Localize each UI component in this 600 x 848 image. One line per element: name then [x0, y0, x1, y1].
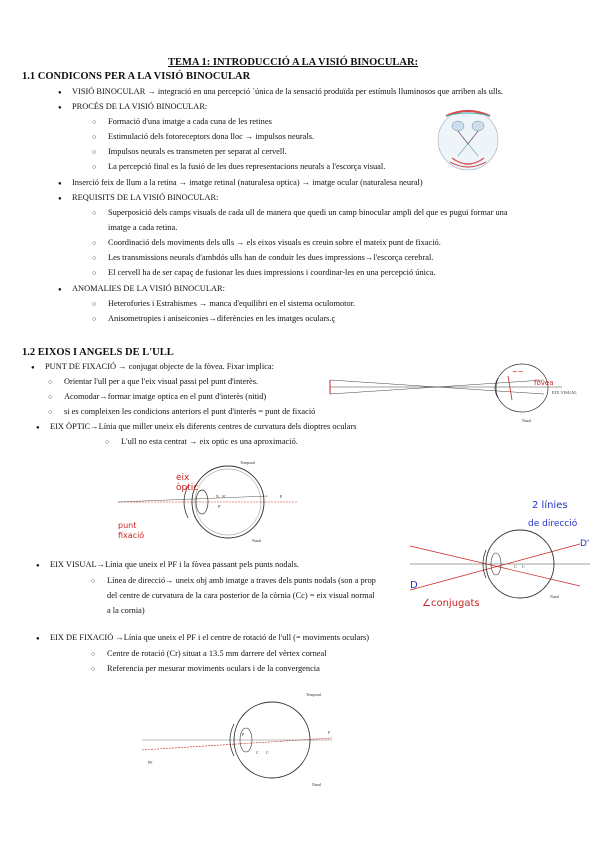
- handwritten-fixation-point: punt: [118, 521, 137, 530]
- svg-text:Temporal: Temporal: [240, 460, 256, 465]
- svg-text:P': P': [218, 504, 221, 509]
- svg-text:N: N: [216, 494, 219, 499]
- svg-text:C: C: [522, 564, 525, 569]
- list-item: ○ Formació d'una imatge a cada cuna de les retines: [108, 117, 272, 127]
- list-item: ○ Referencia per mesurar moviments oculars i de la convergencia: [107, 664, 320, 674]
- visual-axis-eye-diagram: [410, 494, 600, 612]
- list-item: ○ Heterofories i Estrabismes → manca d'equilibri en el sistema oculomotor.: [108, 299, 355, 309]
- list-item: ● EIX DE FIXACIÓ →Línia que uneix el PF i el centre de rotació de l'ull (= moviments oculars): [50, 633, 369, 643]
- svg-text:Nasal: Nasal: [550, 594, 560, 599]
- optic-axis-eye-diagram: [118, 458, 298, 548]
- list-item: ● PUNT DE FIXACIÓ → conjugat objecte de la fòvea. Fixar implica:: [45, 362, 274, 372]
- list-item: ○ Coordinació dels moviments dels ulls → els eixos visuals es creuin sobre el mateix punt de fixació.: [108, 238, 441, 248]
- svg-text:~~: ~~: [512, 368, 524, 376]
- list-item: ● REQUISITS DE LA VISIÓ BINOCULAR:: [72, 193, 218, 203]
- list-item: ○ si es compleixen les condicions anteriors el punt d'interès = punt de fixació: [64, 407, 315, 417]
- list-item: ○ El cervell ha de ser capaç de fusionar les dues impressions i coordinar-les en una percepció única.: [108, 268, 436, 278]
- list-item: ○ Centre de rotació (Cr) situat a 13.5 mm darrere del vèrtex corneal: [107, 649, 327, 659]
- list-item: ● VISIÓ BINOCULAR → integració en una percepció ´única de la sensació produïda per estímuls lluminosos que arriben als ulls.: [72, 87, 503, 97]
- svg-text:fixació: fixació: [118, 531, 145, 540]
- list-item: ○ Orientar l'ull per a que l'eix visual passi pel punt d'interès.: [64, 377, 258, 387]
- handwritten-foveal-note: fòvea: [534, 379, 554, 387]
- fixation-nasal-label: Nasal: [522, 418, 532, 423]
- list-item: ○ Les transmissions neurals d'ambdós ulls han de conduir les dues impressions→l'escorça cerebral.: [108, 253, 433, 263]
- svg-text:C: C: [266, 750, 269, 755]
- list-item: ○ Impulsos neurals es transmeten per separat al cervell.: [108, 147, 287, 157]
- svg-text:N': N': [222, 494, 226, 499]
- fixation-axis-eye-diagram: [142, 688, 342, 787]
- section-heading-1-1: 1.1 CONDICONS PER A LA VISIÓ BINOCULAR: [22, 71, 251, 82]
- svg-text:Nasal: Nasal: [312, 782, 322, 787]
- list-item-continuation: del centre de curvatura de la cara posterior de la còrnia (Cc) = eix visual normal: [107, 591, 375, 600]
- svg-text:∠conjugats: ∠conjugats: [422, 598, 480, 609]
- svg-text:P: P: [280, 494, 283, 499]
- svg-text:PF: PF: [148, 760, 153, 765]
- list-item: ● PROCÉS DE LA VISIÓ BINOCULAR:: [72, 102, 207, 112]
- svg-text:C: C: [514, 564, 517, 569]
- page-title: TEMA 1: INTRODUCCIÓ A LA VISIÓ BINOCULAR:: [168, 57, 419, 68]
- svg-text:Nasal: Nasal: [252, 538, 262, 543]
- svg-text:P: P: [242, 732, 245, 737]
- svg-text:òptic: òptic: [176, 483, 199, 493]
- svg-text:D: D: [410, 580, 418, 591]
- list-item: ○ L'ull no esta centrat → eix optic es una aproximació.: [121, 437, 298, 447]
- list-item: ○ Superposició dels camps visuals de cada ull de manera que quedi un camp binocular ampli del que es pugui formar una: [108, 208, 508, 218]
- section-heading-1-2: 1.2 EIXOS I ANGELS DE L'ULL: [22, 347, 174, 358]
- svg-text:Temporal: Temporal: [306, 692, 322, 697]
- list-item-continuation: a la cornia): [107, 606, 145, 615]
- list-item: ○ Anisometropies i aniseiconies→diferències en les imatges oculars.ç: [108, 314, 335, 324]
- svg-text:C: C: [256, 750, 259, 755]
- list-item: ● EIX ÒPTIC→Línia que miller uneix els diferents centres de curvatura dels dioptres oculars: [50, 422, 357, 432]
- svg-text:D': D': [580, 539, 590, 549]
- list-item: ● ANOMALIES DE LA VISIÓ BINOCULAR:: [72, 284, 225, 294]
- list-item: ● EIX VISUAL→Línia que uneix el PF i la fòvea passant pels punts nodals.: [50, 560, 299, 570]
- fixation-label: EIX VISUAL: [552, 390, 578, 395]
- visual-pathway-diagram: [432, 106, 502, 172]
- list-item: ○ Estimulació dels fotoreceptors dona lloc → impulsos neurals.: [108, 132, 314, 142]
- svg-text:eix: eix: [176, 473, 190, 483]
- svg-text:2 línies: 2 línies: [532, 500, 568, 511]
- list-item: ○ Acomodar→formar imatge optica en el punt d'interès (nitid): [64, 392, 266, 402]
- fixation-point-diagram: [322, 364, 582, 426]
- list-item-continuation: imatge a cada retina.: [108, 223, 178, 232]
- svg-text:de direcció: de direcció: [528, 519, 578, 529]
- list-item: ○ La percepció final es la fusió de les dues representacions neurals a l'escorça visual.: [108, 162, 385, 172]
- svg-text:F: F: [328, 730, 331, 735]
- list-item: ● Inserció feix de llum a la retina → imatge retinal (naturalesa optica) → imatge ocular (naturalesa neural): [72, 178, 423, 188]
- list-item: ○ Línea de direcció→ uneix obj amb imatge a traves dels punts nodals (son a prop: [107, 576, 376, 586]
